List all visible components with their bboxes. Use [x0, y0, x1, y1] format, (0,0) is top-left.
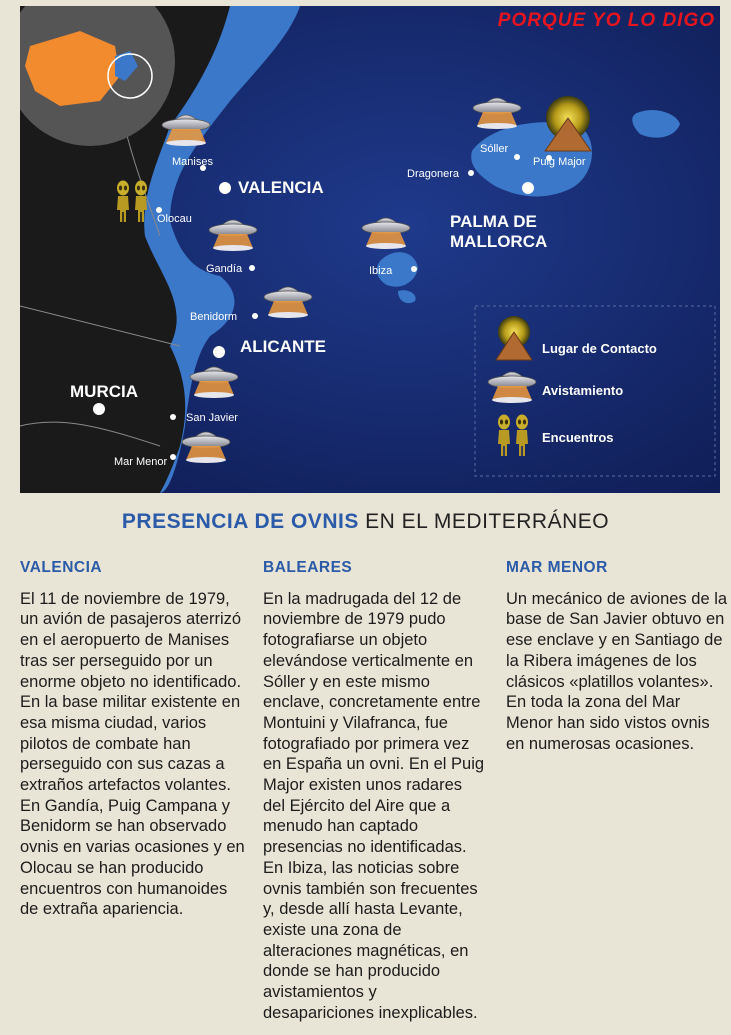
place-label-manises: Manises — [172, 156, 213, 168]
city-label-murcia: MURCIA — [70, 382, 138, 401]
section-heading-mar-menor: MAR MENOR — [506, 559, 608, 576]
city-label-palma-1: PALMA DE — [450, 212, 537, 231]
article-column-2 — [263, 558, 488, 1035]
section-heading-baleares: BALEARES — [263, 559, 353, 576]
article-column-3 — [506, 558, 731, 766]
legend-encounters-label: Encuentros — [542, 430, 614, 445]
section-text-baleares: En la madrugada del 12 de noviembre de 1979 pudo fotografiarse un objeto elevándose verticalmente en Sóller y en este mismo enclave, concretamente entre Montuini y Vilafranca, fue fotografiado por primera vez en España un ovni. En el Puig Major existen unos radares del Ejército del Aire que a menudo han captado presencias no identificadas. En Ibiza, las noticias sobre ovnis también son frecuentes y, desde allí hasta Levante, existe una zona de alteraciones magnéticas, en donde se han producido avistamientos y desapariciones inexplicables. — [263, 589, 485, 1022]
legend-sighting-label: Avistamiento — [542, 383, 624, 398]
banner-text: PORQUE YO LO DIGO — [497, 10, 715, 31]
place-label-mar-menor: Mar Menor — [114, 456, 168, 468]
mediterranean-map — [20, 6, 720, 493]
section-text-mar-menor: Un mecánico de aviones de la base de San Javier obtuvo en ese enclave y en Santiago de la Ribera imágenes de los clásicos «platillos volantes». En toda la zona del Mar Menor han sido vistos ovnis en numerosas ocasiones. — [506, 589, 728, 753]
legend-contact-icon — [496, 316, 532, 360]
city-label-alicante: ALICANTE — [240, 337, 326, 356]
article-title-rest: EN EL MEDITERRÁNEO — [358, 510, 610, 533]
place-label-puig-major: Puig Major — [533, 156, 586, 168]
article-title — [0, 510, 731, 534]
place-label-san-javier: San Javier — [186, 412, 238, 424]
place-label-dragonera: Dragonera — [407, 168, 459, 180]
city-label-valencia: VALENCIA — [238, 178, 324, 197]
place-label-olocau: Olocau — [157, 213, 192, 225]
section-text-valencia: El 11 de noviembre de 1979, un avión de pasajeros aterrizó en el aeropuerto de Manises tras ser perseguido por un enorme objeto no identificado. En la base militar existente en esa misma ciudad, varios pilotos de combate han perseguido con sus cazas a extraños artefactos volantes. En Gandía, Puig Campana y Benidorm se han observado ovnis en varias ocasiones y en Olocau se han producido encuentros con humanoides de extraña apariencia. — [20, 589, 245, 919]
place-label-gandia: Gandía — [206, 263, 243, 275]
place-label-ibiza: Ibiza — [369, 265, 393, 277]
place-label-benidorm: Benidorm — [190, 311, 238, 323]
article-title-emphasis: PRESENCIA DE OVNIS — [121, 510, 359, 533]
legend-contact-label: Lugar de Contacto — [542, 341, 657, 356]
section-heading-valencia: VALENCIA — [20, 559, 103, 576]
puig-major-contact-icon — [545, 96, 591, 151]
article-column-1 — [20, 558, 245, 932]
place-label-soller: Sóller — [480, 143, 509, 155]
city-label-palma-2: MALLORCA — [450, 232, 548, 251]
